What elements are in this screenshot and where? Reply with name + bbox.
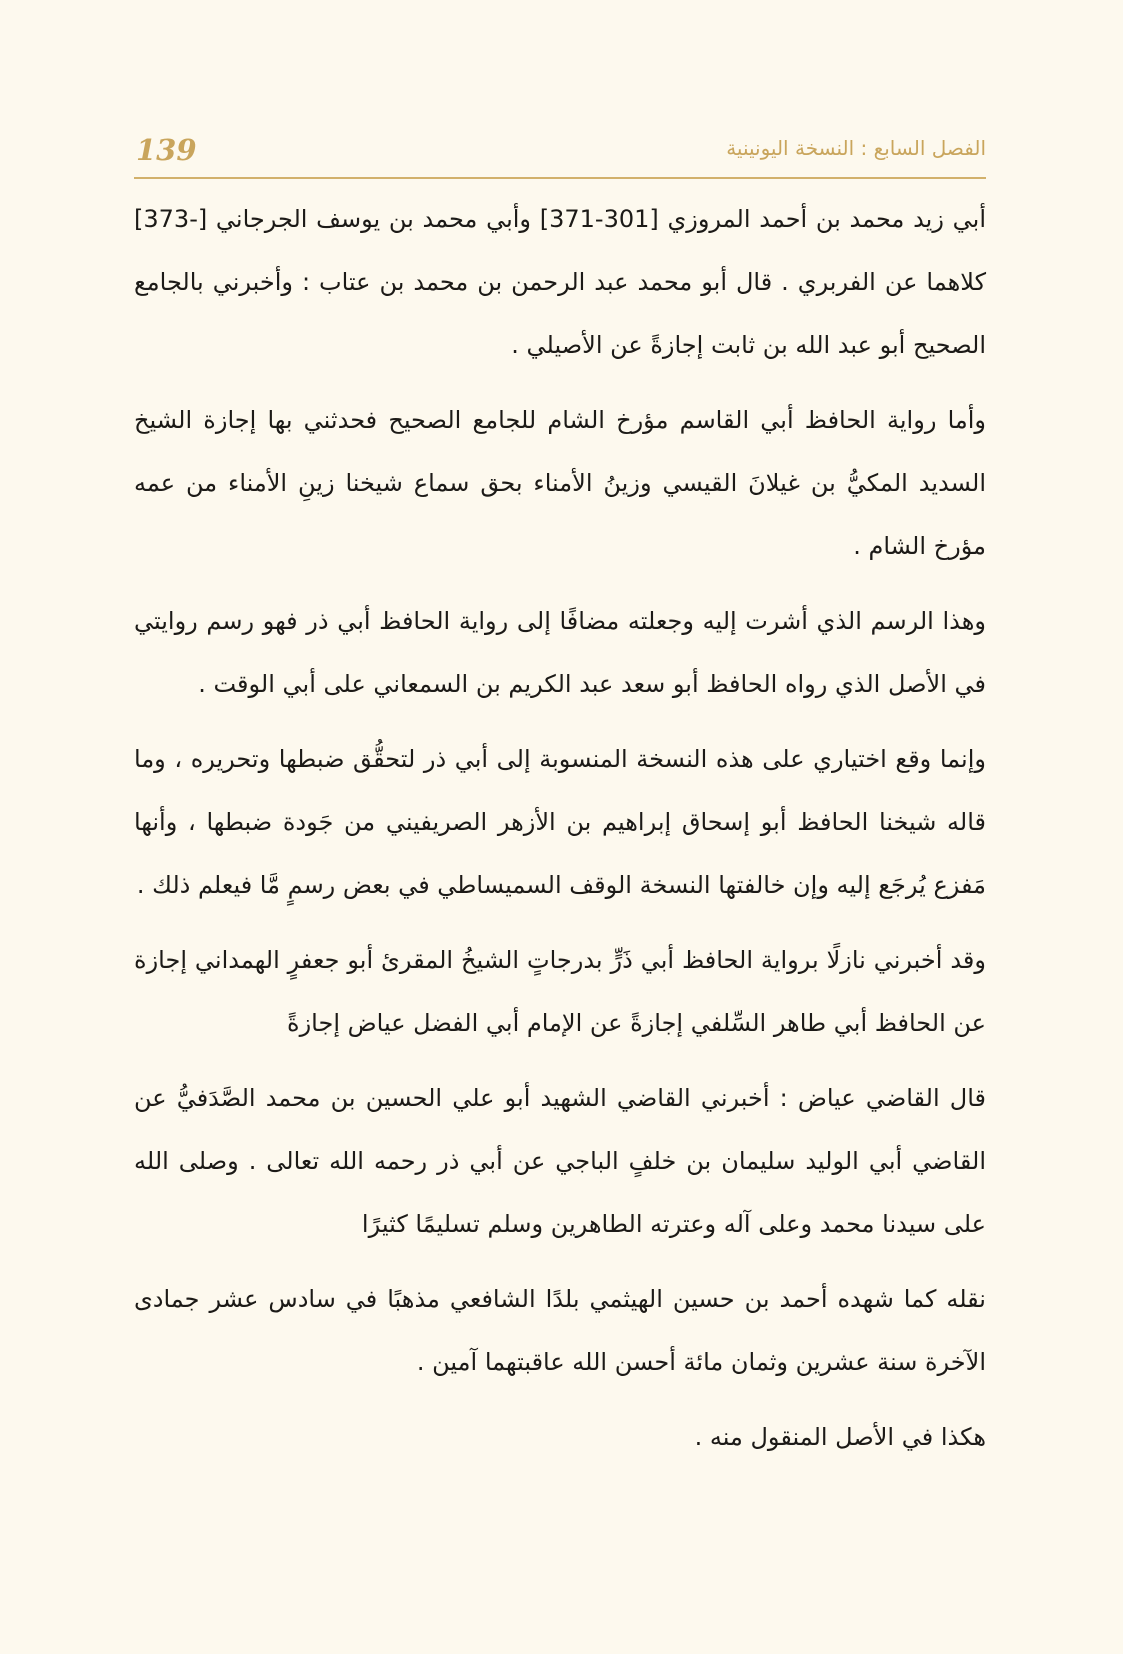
paragraph-6: قال القاضي عياض : أخبرني القاضي الشهيد أبو علي الحسين بن محمد الصَّدَفيُّ عن القاضي أبي الوليد سليمان بن خلفٍ الباجي عن أبي ذر رحمه الله تعالى . وصلى الله على سيدنا محمد وعلى آله وعترته الطاهرين وسلم تسليمًا كثيرًا bbox=[134, 1084, 986, 1238]
header-divider bbox=[134, 177, 986, 179]
paragraph-1: أبي زيد محمد بن أحمد المروزي [301-371] وأبي محمد بن يوسف الجرجاني [-373] كلاهما عن الفربري . قال أبو محمد عبد الرحمن بن محمد بن عتاب : وأخبرني بالجامع الصحيح أبو عبد الله بن ثابت إجازةً عن الأصيلي . bbox=[134, 205, 986, 359]
paragraph-5: وقد أخبرني نازلًا برواية الحافظ أبي ذَرٍّ بدرجاتٍ الشيخُ المقرئ أبو جعفرٍ الهمداني إجازة عن الحافظ أبي طاهر السِّلفي إجازةً عن الإمام أبي الفضل عياض إجازةً bbox=[134, 946, 986, 1037]
paragraph-8: هكذا في الأصل المنقول منه . bbox=[694, 1423, 986, 1451]
page-header bbox=[134, 130, 986, 178]
paragraph-2: وأما رواية الحافظ أبي القاسم مؤرخ الشام للجامع الصحيح فحدثني بها إجازة الشيخ السديد المكيُّ بن غيلانَ القيسي وزينُ الأمناء بحق سماع شيخنا زينِ الأمناء من عمه مؤرخ الشام . bbox=[134, 406, 986, 560]
chapter-title: الفصل السابع : النسخة اليونينية bbox=[726, 136, 986, 160]
book-page bbox=[134, 130, 986, 1481]
page-number: 139 bbox=[136, 133, 197, 167]
paragraph-4: وإنما وقع اختياري على هذه النسخة المنسوبة إلى أبي ذر لتحقُّق ضبطها وتحريره ، وما قاله شيخنا الحافظ أبو إسحاق إبراهيم بن الأزهر الصريفيني من جَودة ضبطها ، وأنها مَفزع يُرجَع إليه وإن خالفتها النسخة الوقف السميساطي في بعض رسمٍ مَّا فيعلم ذلك . bbox=[134, 745, 986, 899]
paragraph-7: نقله كما شهده أحمد بن حسين الهيثمي بلدًا الشافعي مذهبًا في سادس عشر جمادى الآخرة سنة عشرين وثمان مائة أحسن الله عاقبتهما آمين . bbox=[134, 1285, 986, 1376]
body-text bbox=[134, 188, 986, 1469]
paragraph-3: وهذا الرسم الذي أشرت إليه وجعلته مضافًا إلى رواية الحافظ أبي ذر فهو رسم روايتي في الأصل الذي رواه الحافظ أبو سعد عبد الكريم بن السمعاني على أبي الوقت . bbox=[134, 607, 986, 698]
